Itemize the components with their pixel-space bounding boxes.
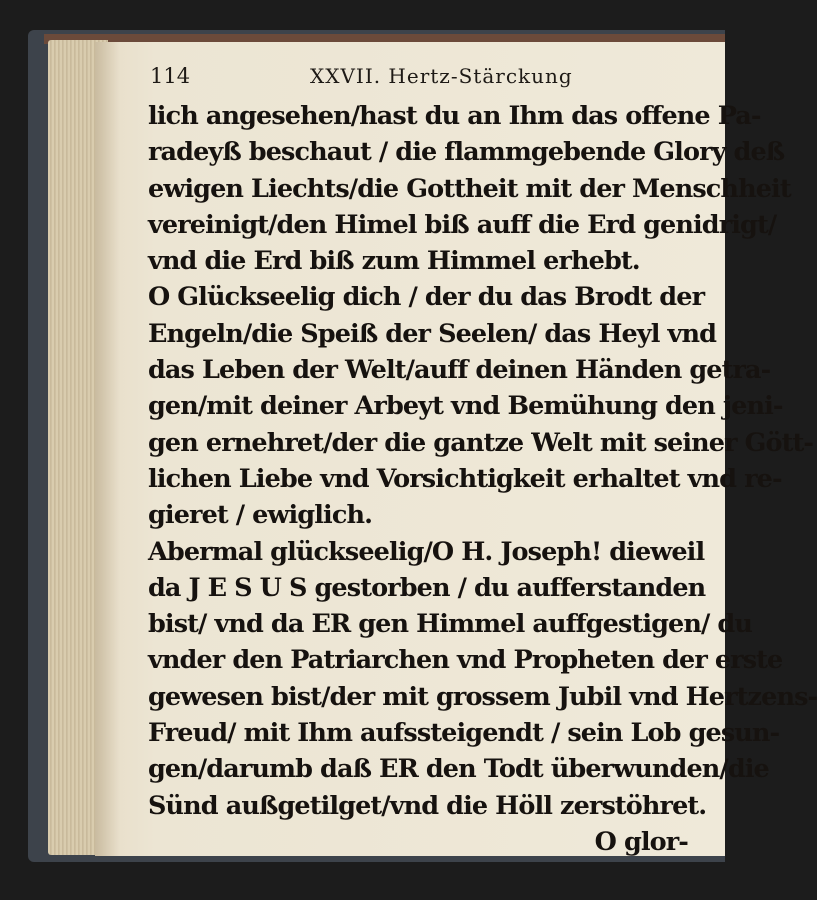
text-line: Abermal glückseelig/O H. Joseph! dieweil	[148, 536, 705, 567]
text-line: vnd die Erd biß zum Himmel erhebt.	[148, 246, 640, 277]
text-line: gewesen bist/der mit grossem Jubil vnd Hertzens-	[148, 681, 817, 712]
text-line: gen/mit deiner Arbeyt vnd Bemühung den jeni-	[148, 391, 783, 422]
text-line: lich angesehen/hast du an Ihm das offene Pa-	[148, 101, 761, 131]
text-line: radeyß beschaut / die flammgebende Glory deß	[148, 137, 785, 168]
page-number: 114	[150, 64, 191, 88]
text-line: Engeln/die Speiß der Seelen/ das Heyl vnd	[148, 318, 717, 349]
text-line: bist/ vnd da ER gen Himmel auffgestigen/ du	[148, 609, 752, 640]
text-line: gen ernehret/der die gantze Welt mit seiner Gött-	[148, 427, 814, 458]
text-line: gieret / ewiglich.	[148, 500, 373, 531]
text-line: da J E S U S gestorben / du aufferstanden	[148, 572, 706, 603]
text-line: ewigen Liechts/die Gottheit mit der Menschheit	[148, 173, 791, 204]
text-line: lichen Liebe vnd Vorsichtigkeit erhaltet vnd re-	[148, 463, 782, 494]
text-line: gen/darumb daß ER den Todt überwunden/die	[148, 754, 769, 785]
text-line: das Leben der Welt/auff deinen Händen getra-	[148, 355, 771, 386]
page-header	[150, 62, 670, 92]
text-line: vnder den Patriarchen vnd Propheten der erste	[148, 645, 783, 676]
text-line: vereinigt/den Himel biß auff die Erd genidrigt/	[148, 209, 777, 240]
text-line: O Glückseelig dich / der du das Brodt der	[148, 282, 705, 313]
body-text	[148, 98, 817, 860]
text-line: Freud/ mit Ihm aufssteigendt / sein Lob gesun-	[148, 718, 780, 749]
text-line: Sünd außgetilget/vnd die Höll zerstöhret.	[148, 790, 707, 821]
running-title: XXVII. Hertz-Stärckung	[310, 64, 573, 88]
catchword: O glor-	[594, 826, 688, 857]
